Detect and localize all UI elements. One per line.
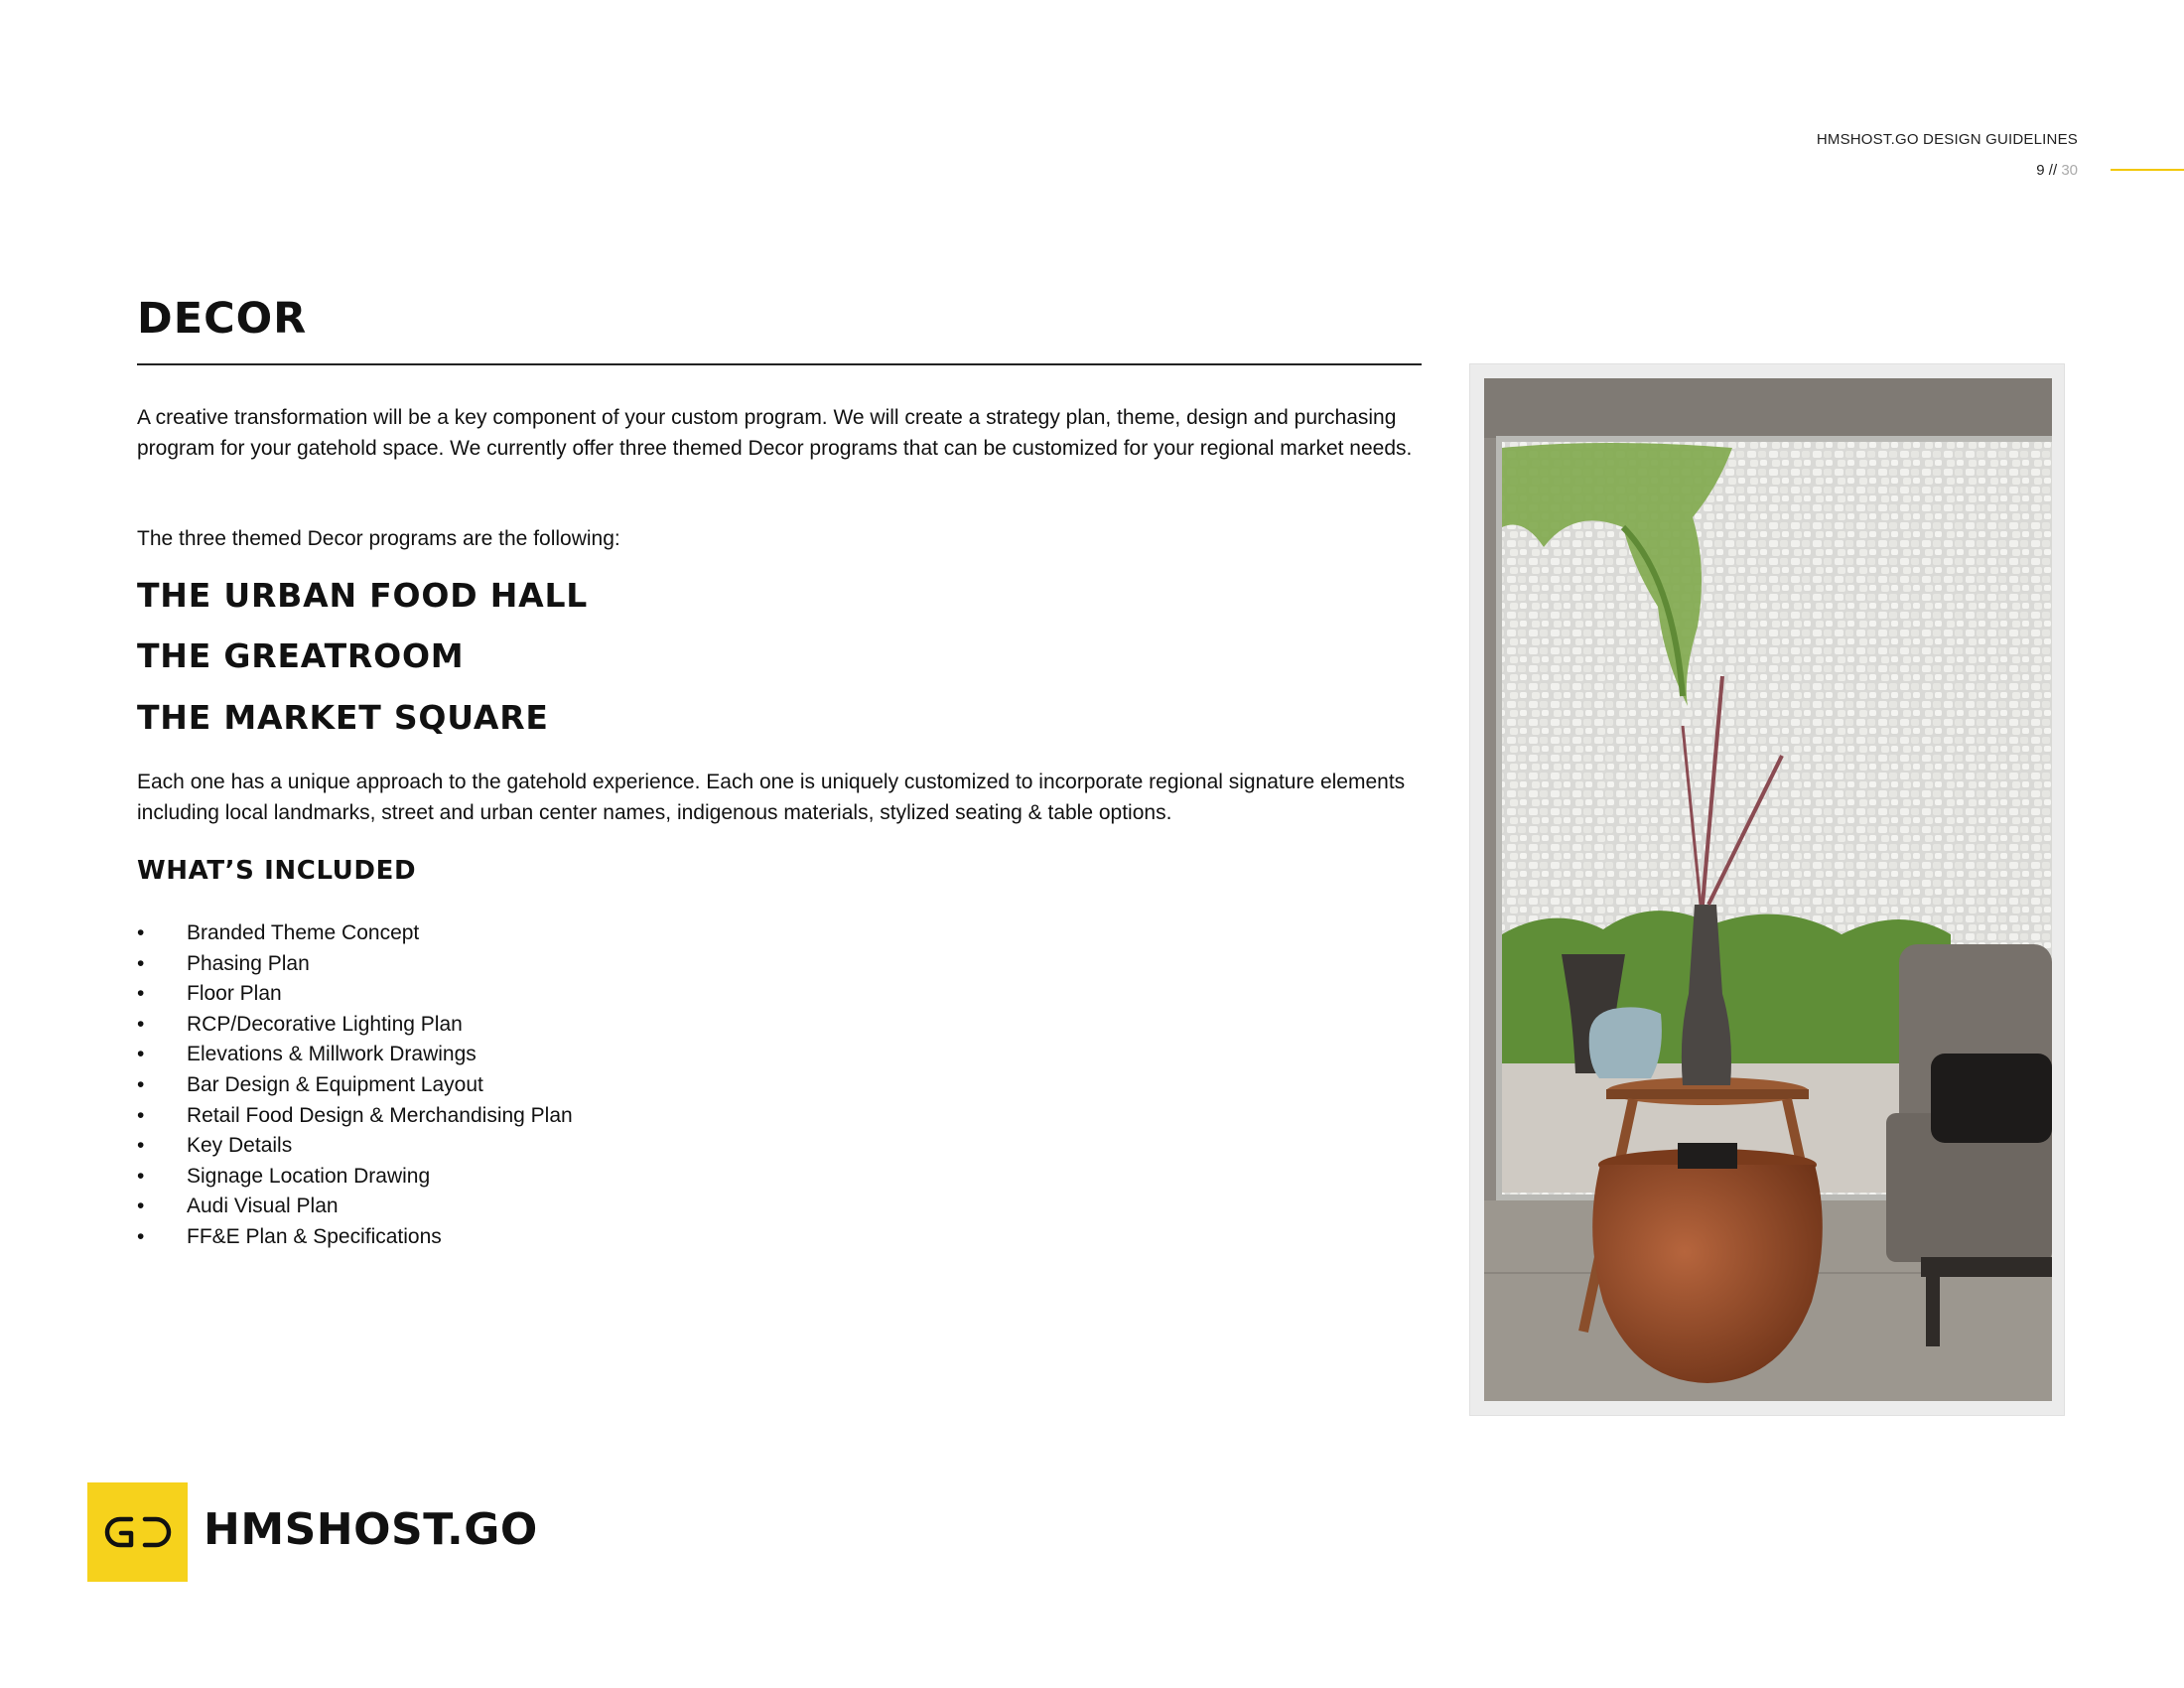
brand-logo-mark xyxy=(87,1482,188,1582)
list-item-label: Elevations & Millwork Drawings xyxy=(187,1043,477,1066)
list-item xyxy=(137,1222,573,1253)
page-number xyxy=(2036,162,2078,179)
list-item xyxy=(137,1131,573,1162)
list-item-label: FF&E Plan & Specifications xyxy=(187,1224,442,1248)
bullet: • xyxy=(137,1195,145,1218)
list-item-label: Key Details xyxy=(187,1134,293,1158)
link-chain-icon xyxy=(101,1512,175,1552)
bullet: • xyxy=(137,1134,145,1158)
list-item xyxy=(137,918,573,949)
program-greatroom: THE GREATROOM xyxy=(137,636,465,675)
lead-in-paragraph: The three themed Decor programs are the following: xyxy=(137,527,620,550)
list-item-label: Floor Plan xyxy=(187,982,282,1006)
program-market-square: THE MARKET SQUARE xyxy=(137,698,549,737)
list-item xyxy=(137,949,573,980)
bullet: • xyxy=(137,1043,145,1066)
page-total: 30 xyxy=(2061,162,2078,179)
list-item xyxy=(137,1162,573,1193)
list-item xyxy=(137,1010,573,1041)
bullet: • xyxy=(137,921,145,944)
title-divider xyxy=(137,363,1422,365)
decor-photo-frame xyxy=(1469,363,2065,1416)
page-current: 9 xyxy=(2036,162,2045,179)
section-title: DECOR xyxy=(137,294,308,344)
list-item xyxy=(137,1101,573,1132)
bullet: • xyxy=(137,1224,145,1248)
bullet: • xyxy=(137,982,145,1006)
bullet: • xyxy=(137,1072,145,1096)
list-item xyxy=(137,1070,573,1101)
list-item-label: Bar Design & Equipment Layout xyxy=(187,1072,483,1096)
bullet: • xyxy=(137,1012,145,1036)
list-item xyxy=(137,1040,573,1070)
bullet: • xyxy=(137,951,145,975)
list-item xyxy=(137,1192,573,1222)
list-item-label: Branded Theme Concept xyxy=(187,921,420,944)
list-item-label: Signage Location Drawing xyxy=(187,1164,431,1188)
included-list xyxy=(137,918,573,1253)
bullet: • xyxy=(137,1164,145,1188)
list-item xyxy=(137,979,573,1010)
list-item-label: Audi Visual Plan xyxy=(187,1195,339,1218)
list-item-label: Phasing Plan xyxy=(187,951,310,975)
list-item-label: Retail Food Design & Merchandising Plan xyxy=(187,1103,573,1127)
included-heading: WHAT’S INCLUDED xyxy=(137,856,417,886)
document-title: HMSHOST.GO DESIGN GUIDELINES xyxy=(1816,131,2078,148)
bullet: • xyxy=(137,1103,145,1127)
header-accent-rule xyxy=(2111,169,2184,171)
intro-paragraph: A creative transformation will be a key component of your custom program. We will create a strategy plan, theme, design and purchasing program for your gatehold space. We currently offer three themed Decor programs that can be customized for your regional market needs. xyxy=(137,406,1413,460)
decor-illustration xyxy=(1484,378,2052,1401)
decor-photo xyxy=(1484,378,2052,1401)
approach-paragraph: Each one has a unique approach to the gatehold experience. Each one is uniquely customized to incorporate regional signature elements including local landmarks, street and urban center names, indigenous materials, stylized seating & table options. xyxy=(137,771,1406,824)
brand-wordmark: HMSHOST.GO xyxy=(204,1504,538,1555)
list-item-label: RCP/Decorative Lighting Plan xyxy=(187,1012,463,1036)
program-urban-food-hall: THE URBAN FOOD HALL xyxy=(137,576,589,615)
page-separator: // xyxy=(2048,162,2058,179)
